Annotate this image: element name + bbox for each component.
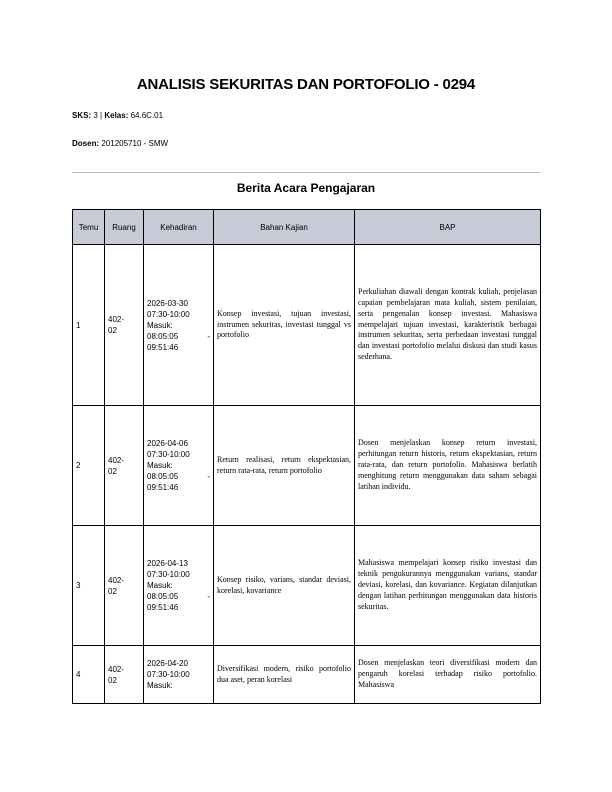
table-header-row [73, 210, 541, 245]
kehadiran-end-time: 09:51:46 [147, 483, 179, 492]
kehadiran-time: 07:30-10:00 [147, 670, 190, 679]
cell-kehadiran [144, 406, 214, 526]
cell-bahan-kajian: Konsep risiko, varians, standar deviasi, korelasi, kovariance [214, 526, 355, 646]
table-row [73, 526, 541, 646]
course-meta [72, 111, 163, 120]
cell-kehadiran [144, 646, 214, 704]
dosen-value: 201205710 - SMW [101, 139, 169, 148]
kehadiran-masuk-time: 08:05:05 [147, 472, 179, 481]
ruang-text: 402- 02 [108, 315, 125, 335]
lecturer-meta [72, 139, 168, 148]
cell-bap: Mahasiswa mempelajari konsep risiko investasi dan teknik pengukurannya menggunakan varians, standar deviasi, korelasi, dan kovariance. Kegiatan dilanjutkan dengan latihan perhitungan menggunakan data historis sekuritas. [355, 526, 541, 646]
kehadiran-date: 2026-04-06 [147, 439, 188, 448]
header-bahan-kajian: Bahan Kajian [214, 210, 355, 245]
cell-temu: 2 [73, 406, 105, 526]
kehadiran-end-time: 09:51:46 [147, 603, 179, 612]
kehadiran-masuk: Masuk: [147, 681, 173, 690]
table-row [73, 406, 541, 526]
dosen-label: Dosen: [72, 139, 100, 148]
kelas-label: Kelas: [104, 111, 129, 120]
table-row [73, 245, 541, 406]
cell-kehadiran [144, 526, 214, 646]
kehadiran-end-time: 09:51:46 [147, 342, 179, 352]
cell-temu: 3 [73, 526, 105, 646]
cell-bahan-kajian: Konsep investasi, tujuan investasi, instrumen sekuritas, investasi tunggal vs portofolio [214, 245, 355, 406]
cell-bap: Dosen menjelaskan konsep return investasi, perhitungan return historis, return ekspektasian, return rata-rata, dan return portofolio. Mahasiswa berlatih menghitung return menggunakan data saham sebagai latihan individu. [355, 406, 541, 526]
document-title: ANALISIS SEKURITAS DAN PORTOFOLIO - 0294 [136, 76, 476, 93]
cell-kehadiran [144, 245, 214, 406]
divider [72, 172, 540, 173]
kehadiran-time: 07:30-10:00 [147, 450, 190, 459]
cell-ruang [105, 406, 144, 526]
table-row [73, 646, 541, 704]
section-title: Berita Acara Pengajaran [236, 181, 376, 195]
cell-ruang [105, 646, 144, 704]
kehadiran-masuk: Masuk: [147, 581, 173, 590]
bap-table [72, 209, 541, 704]
header-kehadiran: Kehadiran [144, 210, 214, 245]
sks-value: 3 | [93, 111, 103, 120]
ruang-text: 402- 02 [108, 664, 125, 685]
kehadiran-date: 2026-04-20 [147, 659, 188, 668]
header-ruang: Ruang [105, 210, 144, 245]
kehadiran-date: 2026-03-30 [147, 298, 188, 308]
ruang-text: 402- 02 [108, 575, 125, 596]
kehadiran-time: 07:30-10:00 [147, 570, 190, 579]
cell-temu: 4 [73, 646, 105, 704]
kehadiran-masuk-time: 08:05:05 [147, 592, 179, 601]
header-bap: BAP [355, 210, 541, 245]
kehadiran-dash: - [207, 331, 210, 341]
cell-bap: Dosen menjelaskan teori diversifikasi modern dan pengaruh korelasi terhadap risiko portofolio. Mahasiswa [355, 646, 541, 704]
header-temu: Temu [73, 210, 105, 245]
cell-bap: Perkuliahan diawali dengan kontrak kuliah, penjelasan capaian pembelajaran mata kuliah, sistem penilaian, serta pengenalan konsep investasi. Mahasiswa mempelajari tujuan investasi, karakteristik berbagai instrumen sekuritas, serta perbedaan investasi tunggal dan investasi portofolio melalui diskusi dan studi kasus sederhana. [355, 245, 541, 406]
kehadiran-masuk-time: 08:05:05 [147, 331, 179, 341]
kelas-value: 64.6C.01 [130, 111, 164, 120]
cell-ruang [105, 245, 144, 406]
cell-temu: 1 [73, 245, 105, 406]
cell-bahan-kajian: Return realisasi, return ekspektasian, return rata-rata, return portofolio [214, 406, 355, 526]
cell-bahan-kajian: Diversifikasi modern, risiko portofolio dua aset, peran korelasi [214, 646, 355, 704]
kehadiran-dash: - [207, 592, 210, 601]
kehadiran-time: 07:30-10:00 [147, 309, 190, 319]
kehadiran-dash: - [207, 472, 210, 481]
sks-label: SKS: [72, 111, 92, 120]
kehadiran-masuk: Masuk: [147, 461, 173, 470]
kehadiran-date: 2026-04-13 [147, 559, 188, 568]
kehadiran-masuk: Masuk: [147, 320, 173, 330]
cell-ruang [105, 526, 144, 646]
ruang-text: 402- 02 [108, 455, 125, 476]
